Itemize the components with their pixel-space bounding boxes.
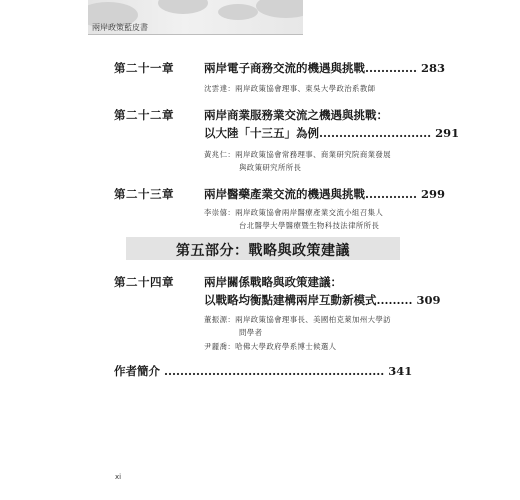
author-line: 沈雲達：兩岸政策協會理事、東吳大學政治系教師 bbox=[204, 84, 376, 93]
author-line: 董振源：兩岸政策協會理事長、美國柏克萊加州大學訪 bbox=[204, 315, 391, 324]
chapter-title-line: 兩岸商業服務業交流之機遇與挑戰： bbox=[204, 108, 388, 122]
running-header-title: 兩岸政策藍皮書 bbox=[92, 23, 148, 32]
chapter-number: 第二十四章 bbox=[114, 275, 174, 289]
author-line: 問學者 bbox=[239, 328, 263, 337]
chapter-title-line: 兩岸關係戰略與政策建議： bbox=[204, 275, 342, 289]
author-line: 與政策研究所所長 bbox=[239, 163, 302, 172]
authors-section-entry: 作者簡介 ....................................................... 341 bbox=[114, 364, 413, 378]
header-rule bbox=[88, 34, 303, 35]
chapter-title-line: 兩岸醫藥產業交流的機遇與挑戰............. 299 bbox=[204, 187, 446, 201]
part-title: 第五部分：戰略與政策建議 bbox=[176, 243, 350, 259]
author-line: 尹麗喬：哈佛大學政府學系博士候選人 bbox=[204, 342, 337, 351]
author-line: 李崇僖：兩岸政策協會兩岸醫療產業交流小組召集人 bbox=[204, 208, 384, 217]
chapter-title-line: 以戰略均衡點建構兩岸互動新模式......... 309 bbox=[204, 293, 441, 307]
page-number: xi bbox=[115, 473, 122, 481]
author-line: 黃兆仁：兩岸政策協會常務理事、商業研究院商業發展 bbox=[204, 150, 391, 159]
author-line: 台北醫學大學醫療暨生物科技法律所所長 bbox=[239, 221, 380, 230]
chapter-number: 第二十三章 bbox=[114, 187, 174, 201]
chapter-number: 第二十二章 bbox=[114, 108, 174, 122]
chapter-title-line: 以大陸「十三五」為例............................ 291 bbox=[204, 126, 460, 140]
chapter-title-line: 兩岸電子商務交流的機遇與挑戰............. 283 bbox=[204, 61, 446, 75]
part-heading-band bbox=[126, 237, 400, 260]
chapter-number: 第二十一章 bbox=[114, 61, 174, 75]
